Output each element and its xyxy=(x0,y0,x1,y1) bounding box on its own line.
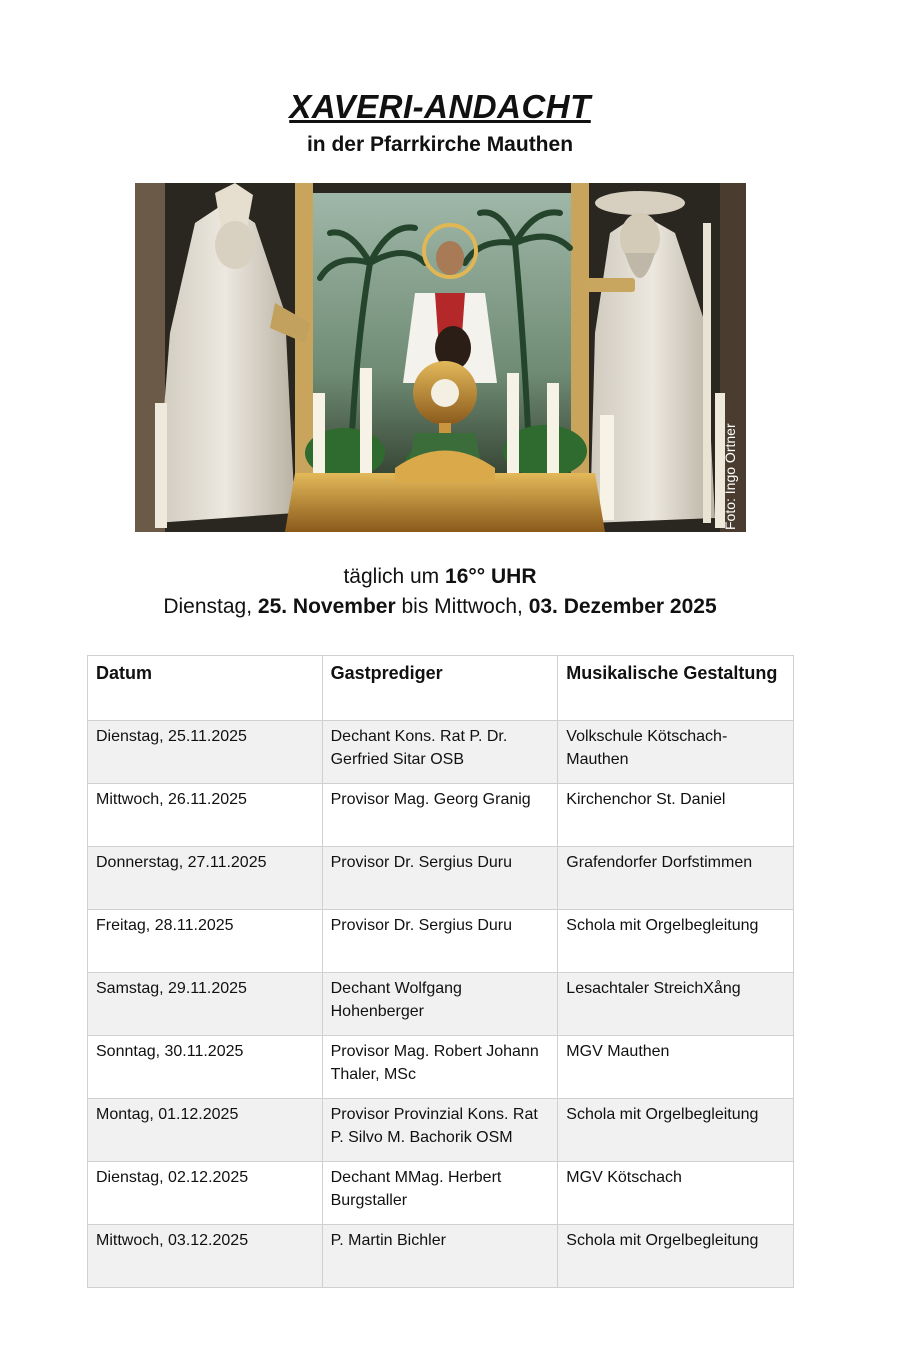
cell-preacher: Provisor Mag. Robert Johann Thaler, MSc xyxy=(322,1036,558,1099)
table-row xyxy=(88,1036,794,1099)
cell-date: Mittwoch, 26.11.2025 xyxy=(88,784,323,847)
altar-photo xyxy=(135,183,746,532)
cell-music: MGV Mauthen xyxy=(558,1036,794,1099)
cell-music: Kirchenchor St. Daniel xyxy=(558,784,794,847)
cell-music: MGV Kötschach xyxy=(558,1162,794,1225)
cell-preacher: Provisor Mag. Georg Granig xyxy=(322,784,558,847)
table-row xyxy=(88,1162,794,1225)
table-row xyxy=(88,784,794,847)
table-row xyxy=(88,973,794,1036)
table-header-row xyxy=(88,656,794,721)
document-subtitle: in der Pfarrkirche Mauthen xyxy=(306,133,574,156)
table-row xyxy=(88,721,794,784)
cell-date: Samstag, 29.11.2025 xyxy=(88,973,323,1036)
cell-music: Grafendorfer Dorfstimmen xyxy=(558,847,794,910)
cell-preacher: Provisor Provinzial Kons. Rat P. Silvo M. Bachorik OSM xyxy=(322,1099,558,1162)
cell-date: Donnerstag, 27.11.2025 xyxy=(88,847,323,910)
table-row xyxy=(88,1225,794,1288)
daily-time-line xyxy=(0,562,880,592)
cell-preacher: P. Martin Bichler xyxy=(322,1225,558,1288)
cell-preacher: Provisor Dr. Sergius Duru xyxy=(322,847,558,910)
date-range-line xyxy=(0,592,880,622)
cell-date: Sonntag, 30.11.2025 xyxy=(88,1036,323,1099)
cell-preacher: Provisor Dr. Sergius Duru xyxy=(322,910,558,973)
table-row xyxy=(88,847,794,910)
start-date: 25. November xyxy=(257,595,396,618)
cell-date: Montag, 01.12.2025 xyxy=(88,1099,323,1162)
cell-date: Dienstag, 02.12.2025 xyxy=(88,1162,323,1225)
daily-time-prefix: täglich um xyxy=(343,565,446,588)
cell-preacher: Dechant Kons. Rat P. Dr. Gerfried Sitar OSB xyxy=(322,721,558,784)
table-row xyxy=(88,910,794,973)
header-gastprediger: Gastprediger xyxy=(322,656,558,721)
header-datum: Datum xyxy=(88,656,323,721)
schedule-info xyxy=(0,562,880,622)
cell-date: Freitag, 28.11.2025 xyxy=(88,910,323,973)
cell-preacher: Dechant MMag. Herbert Burgstaller xyxy=(322,1162,558,1225)
schedule-table xyxy=(87,655,794,1288)
end-weekday: bis Mittwoch, xyxy=(395,595,529,618)
cell-date: Dienstag, 25.11.2025 xyxy=(88,721,323,784)
cell-date: Mittwoch, 03.12.2025 xyxy=(88,1225,323,1288)
end-date: 03. Dezember 2025 xyxy=(528,595,717,618)
header-musik: Musikalische Gestaltung xyxy=(558,656,794,721)
photo-credit: Foto: Ingo Ortner xyxy=(722,423,738,530)
daily-time: 16°° UHR xyxy=(445,565,537,588)
cell-preacher: Dechant Wolfgang Hohenberger xyxy=(322,973,558,1036)
table-row xyxy=(88,1099,794,1162)
cell-music: Lesachtaler StreichXång xyxy=(558,973,794,1036)
start-weekday: Dienstag, xyxy=(163,595,258,618)
cell-music: Schola mit Orgelbegleitung xyxy=(558,1099,794,1162)
document-title: XAVERI-ANDACHT xyxy=(289,88,591,125)
cell-music: Volkschule Kötschach-Mauthen xyxy=(558,721,794,784)
cell-music: Schola mit Orgelbegleitung xyxy=(558,910,794,973)
cell-music: Schola mit Orgelbegleitung xyxy=(558,1225,794,1288)
